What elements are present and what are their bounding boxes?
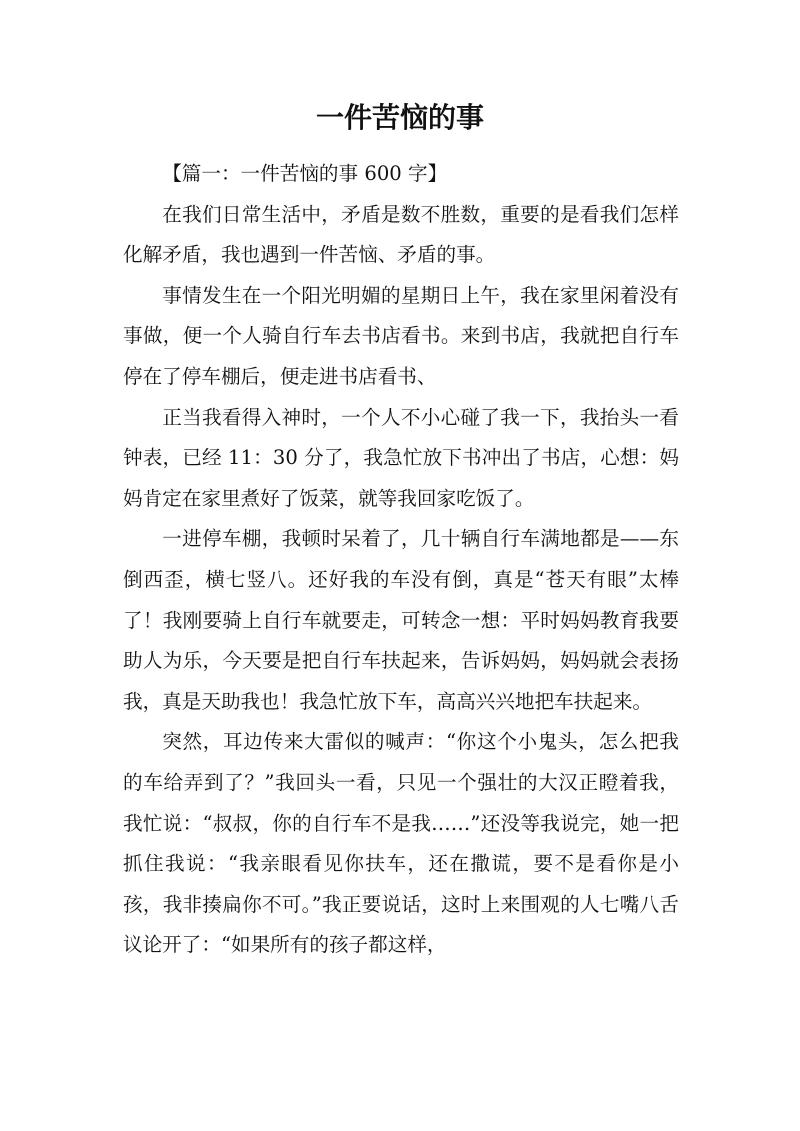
paragraph-2: 事情发生在一个阳光明媚的星期日上午，我在家里闲着没有事做，便一个人骑自行车去书店看书。来到书店，我就把自行车停在了停车棚后，便走进书店看书、 [123, 283, 679, 388]
document-body [123, 154, 679, 966]
document-title: 一件苦恼的事 [315, 101, 484, 134]
paragraph-1: 在我们日常生活中，矛盾是数不胜数，重要的是看我们怎样化解矛盾，我也遇到一件苦恼、矛盾的事。 [123, 202, 679, 267]
paragraph-3: 正当我看得入神时，一个人不小心碰了我一下，我抬头一看钟表，已经 11：30 分了，我急忙放下书冲出了书店，心想：妈妈肯定在家里煮好了饭菜，就等我回家吃饭了。 [123, 405, 679, 510]
paragraph-4: 一进停车棚，我顿时呆着了，几十辆自行车满地都是——东倒西歪，横七竖八。还好我的车没有倒，真是“苍天有眼”太棒了！我刚要骑上自行车就要走，可转念一想：平时妈妈教育我要助人为乐，今天要是把自行车扶起来，告诉妈妈，妈妈就会表扬我，真是天助我也！我急忙放下车，高高兴兴地把车扶起来。 [123, 527, 679, 713]
section-heading: 【篇一：一件苦恼的事 600 字】 [162, 162, 448, 185]
paragraph-5: 突然，耳边传来大雷似的喊声：“你这个小鬼头，怎么把我的车给弄到了？”我回头一看，只见一个强壮的大汉正瞪着我，我忙说：“叔叔，你的自行车不是我……”还没等我说完，她一把抓住我说：“我亲眼看见你扶车，还在撒谎，要不是看你是小孩，我非揍扁你不可。”我正要说话，这时上来围观的人七嘴八舌议论开了：“如果所有的孩子都这样， [123, 730, 679, 957]
